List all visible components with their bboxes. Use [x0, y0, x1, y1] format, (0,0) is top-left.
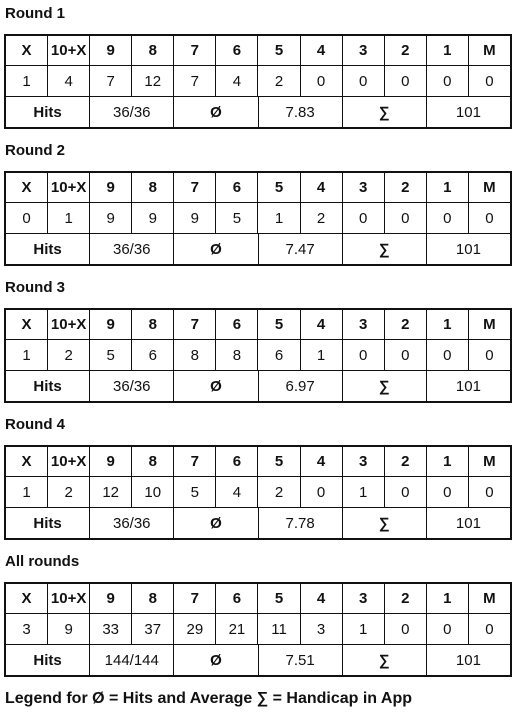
- column-header: 1: [426, 447, 468, 476]
- column-header: 3: [342, 584, 384, 613]
- value-cell: 0: [468, 614, 510, 644]
- column-header: 5: [257, 447, 299, 476]
- column-header: M: [468, 584, 510, 613]
- round-title: Round 1: [5, 5, 65, 22]
- hits-value: 144/144: [89, 645, 173, 675]
- column-header: 3: [342, 310, 384, 339]
- column-header: 5: [257, 310, 299, 339]
- column-header: M: [468, 447, 510, 476]
- value-cell: 1: [22, 72, 31, 90]
- value-cell: 9: [47, 614, 89, 644]
- handicap-value: 101: [426, 508, 510, 538]
- value-cell: 0: [22, 209, 31, 227]
- values-row: [6, 339, 510, 370]
- header-row: [6, 173, 510, 202]
- column-header: 8: [131, 173, 173, 202]
- value-cell: 0: [468, 340, 510, 370]
- score-table: [4, 34, 512, 129]
- header-row: [6, 310, 510, 339]
- value-cell: 4: [215, 66, 257, 96]
- value-cell: 5: [215, 203, 257, 233]
- column-header: 10+X: [47, 36, 89, 65]
- column-header: 2: [384, 310, 426, 339]
- value-cell: 0: [384, 66, 426, 96]
- value-cell: 29: [173, 614, 215, 644]
- column-header: 5: [257, 36, 299, 65]
- value-cell: 0: [342, 66, 384, 96]
- header-row: [6, 36, 510, 65]
- value-cell: 11: [257, 614, 299, 644]
- legend-text: Legend for Ø = Hits and Average ∑ = Handicap in App: [5, 690, 413, 707]
- column-header: 7: [173, 36, 215, 65]
- handicap-value: 101: [426, 97, 510, 127]
- summary-row: [6, 507, 510, 538]
- column-header: 4: [300, 36, 342, 65]
- column-header: 8: [131, 310, 173, 339]
- value-cell: 7: [173, 66, 215, 96]
- value-cell: 1: [342, 477, 384, 507]
- column-header: 10+X: [47, 173, 89, 202]
- value-cell: 2: [47, 477, 89, 507]
- values-row: [6, 613, 510, 644]
- value-cell: 5: [89, 340, 131, 370]
- handicap-label: ∑: [342, 508, 426, 538]
- column-header: M: [468, 36, 510, 65]
- column-header: 7: [173, 310, 215, 339]
- value-cell: 1: [22, 483, 31, 501]
- value-cell: 6: [131, 340, 173, 370]
- value-cell: 0: [468, 203, 510, 233]
- column-header: 1: [426, 310, 468, 339]
- average-label: Ø: [173, 508, 257, 538]
- value-cell: 0: [426, 614, 468, 644]
- summary-row: [6, 233, 510, 264]
- handicap-label: ∑: [342, 645, 426, 675]
- hits-value: 36/36: [89, 234, 173, 264]
- handicap-label: ∑: [342, 97, 426, 127]
- column-header: 1: [426, 173, 468, 202]
- round-title: Round 2: [5, 142, 65, 159]
- value-cell: 0: [384, 477, 426, 507]
- column-header: 2: [384, 584, 426, 613]
- column-header: 2: [384, 173, 426, 202]
- values-row: [6, 476, 510, 507]
- average-value: 7.83: [258, 97, 342, 127]
- value-cell: 7: [89, 66, 131, 96]
- score-table: [4, 445, 512, 540]
- column-header: 9: [89, 447, 131, 476]
- handicap-value: 101: [426, 371, 510, 401]
- value-cell: 0: [342, 203, 384, 233]
- column-header: 9: [89, 584, 131, 613]
- average-label: Ø: [173, 97, 257, 127]
- column-header: 2: [384, 447, 426, 476]
- value-cell: 0: [384, 203, 426, 233]
- value-cell: 10: [131, 477, 173, 507]
- handicap-value: 101: [426, 645, 510, 675]
- value-cell: 3: [300, 614, 342, 644]
- value-cell: 12: [89, 477, 131, 507]
- value-cell: 2: [300, 203, 342, 233]
- round-title: Round 4: [5, 416, 65, 433]
- handicap-label: ∑: [342, 234, 426, 264]
- hits-label: Hits: [33, 514, 62, 532]
- value-cell: 12: [131, 66, 173, 96]
- score-table: [4, 582, 512, 677]
- value-cell: 0: [384, 340, 426, 370]
- value-cell: 2: [257, 477, 299, 507]
- value-cell: 0: [426, 66, 468, 96]
- column-header: 5: [257, 173, 299, 202]
- value-cell: 1: [22, 346, 31, 364]
- value-cell: 3: [22, 620, 31, 638]
- summary-row: [6, 644, 510, 675]
- values-row: [6, 65, 510, 96]
- column-header: 6: [215, 447, 257, 476]
- hits-value: 36/36: [89, 371, 173, 401]
- column-header: 6: [215, 36, 257, 65]
- value-cell: 8: [215, 340, 257, 370]
- value-cell: 33: [89, 614, 131, 644]
- column-header: 9: [89, 310, 131, 339]
- summary-row: [6, 96, 510, 127]
- column-header: 10+X: [47, 447, 89, 476]
- value-cell: 0: [384, 614, 426, 644]
- value-cell: 5: [173, 477, 215, 507]
- value-cell: 0: [342, 340, 384, 370]
- round-title: Round 3: [5, 279, 65, 296]
- column-header: 10+X: [47, 584, 89, 613]
- column-header: M: [468, 173, 510, 202]
- round-title: All rounds: [5, 553, 80, 570]
- column-header: 6: [215, 584, 257, 613]
- column-header: X: [21, 316, 32, 333]
- column-header: 4: [300, 447, 342, 476]
- value-cell: 4: [215, 477, 257, 507]
- column-header: 6: [215, 310, 257, 339]
- column-header: X: [21, 453, 32, 470]
- value-cell: 4: [47, 66, 89, 96]
- column-header: 9: [89, 173, 131, 202]
- column-header: 4: [300, 173, 342, 202]
- column-header: 7: [173, 447, 215, 476]
- column-header: X: [21, 42, 32, 59]
- column-header: 1: [426, 584, 468, 613]
- value-cell: 9: [173, 203, 215, 233]
- column-header: 4: [300, 310, 342, 339]
- column-header: 6: [215, 173, 257, 202]
- column-header: 4: [300, 584, 342, 613]
- value-cell: 2: [257, 66, 299, 96]
- handicap-value: 101: [426, 234, 510, 264]
- hits-label: Hits: [33, 377, 62, 395]
- value-cell: 0: [468, 66, 510, 96]
- value-cell: 0: [300, 66, 342, 96]
- average-value: 7.51: [258, 645, 342, 675]
- column-header: 5: [257, 584, 299, 613]
- hits-value: 36/36: [89, 97, 173, 127]
- value-cell: 1: [342, 614, 384, 644]
- column-header: 8: [131, 447, 173, 476]
- average-value: 7.47: [258, 234, 342, 264]
- column-header: 7: [173, 584, 215, 613]
- values-row: [6, 202, 510, 233]
- summary-row: [6, 370, 510, 401]
- column-header: 3: [342, 447, 384, 476]
- handicap-label: ∑: [342, 371, 426, 401]
- value-cell: 1: [47, 203, 89, 233]
- value-cell: 1: [300, 340, 342, 370]
- column-header: M: [468, 310, 510, 339]
- column-header: 8: [131, 584, 173, 613]
- value-cell: 2: [47, 340, 89, 370]
- value-cell: 0: [426, 477, 468, 507]
- average-label: Ø: [173, 645, 257, 675]
- column-header: 9: [89, 36, 131, 65]
- column-header: 1: [426, 36, 468, 65]
- average-label: Ø: [173, 371, 257, 401]
- value-cell: 6: [257, 340, 299, 370]
- hits-label: Hits: [33, 103, 62, 121]
- hits-label: Hits: [33, 651, 62, 669]
- column-header: 7: [173, 173, 215, 202]
- value-cell: 0: [300, 477, 342, 507]
- value-cell: 8: [173, 340, 215, 370]
- header-row: [6, 584, 510, 613]
- value-cell: 0: [468, 477, 510, 507]
- column-header: 10+X: [47, 310, 89, 339]
- value-cell: 1: [257, 203, 299, 233]
- hits-value: 36/36: [89, 508, 173, 538]
- value-cell: 0: [426, 203, 468, 233]
- average-label: Ø: [173, 234, 257, 264]
- value-cell: 0: [426, 340, 468, 370]
- score-table: [4, 308, 512, 403]
- column-header: 3: [342, 36, 384, 65]
- average-value: 6.97: [258, 371, 342, 401]
- value-cell: 37: [131, 614, 173, 644]
- column-header: X: [21, 179, 32, 196]
- average-value: 7.78: [258, 508, 342, 538]
- column-header: X: [21, 590, 32, 607]
- value-cell: 21: [215, 614, 257, 644]
- header-row: [6, 447, 510, 476]
- hits-label: Hits: [33, 240, 62, 258]
- column-header: 3: [342, 173, 384, 202]
- column-header: 8: [131, 36, 173, 65]
- value-cell: 9: [89, 203, 131, 233]
- value-cell: 9: [131, 203, 173, 233]
- column-header: 2: [384, 36, 426, 65]
- score-table: [4, 171, 512, 266]
